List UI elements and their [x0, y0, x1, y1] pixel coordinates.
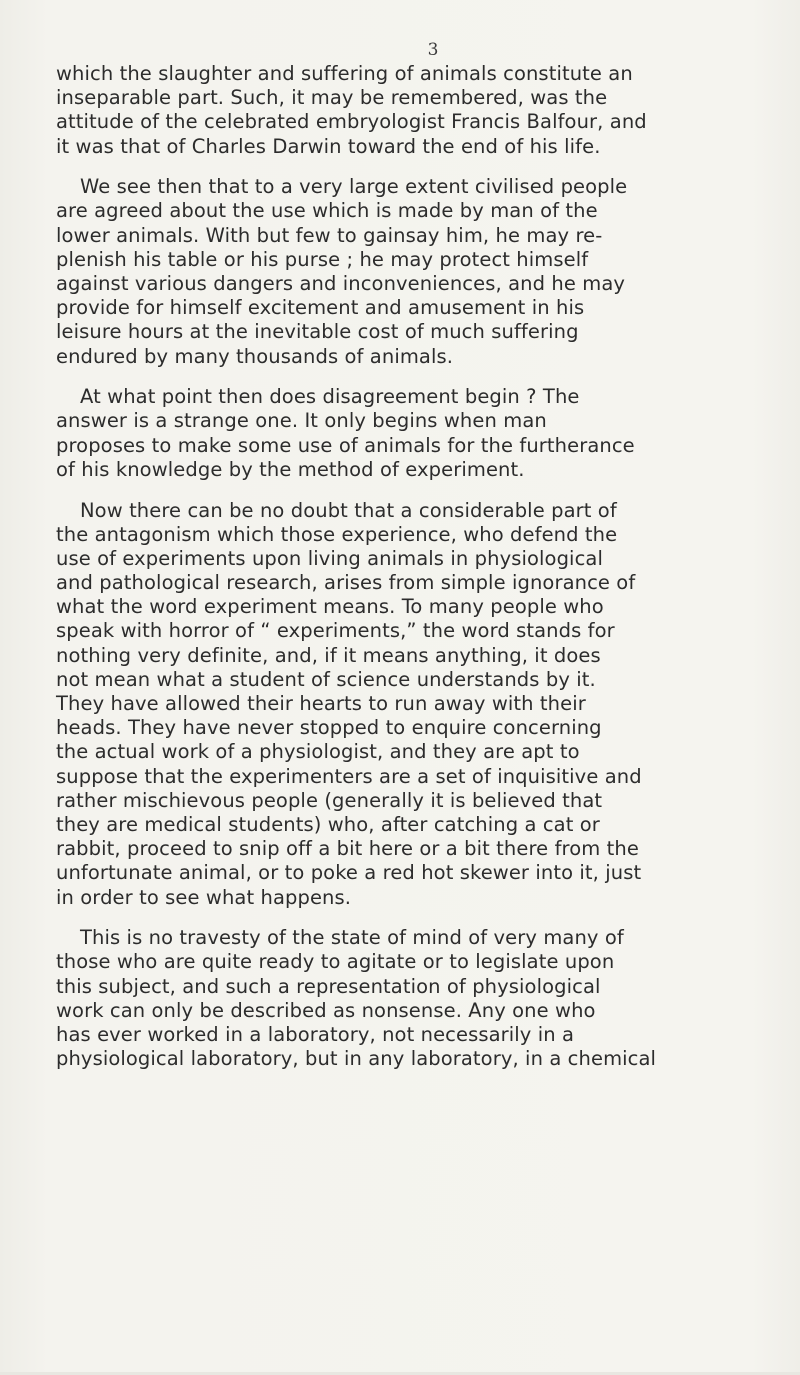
text-line: of his knowledge by the method of experiment. [56, 457, 525, 481]
text-line: are agreed about the use which is made by man of the [56, 199, 598, 223]
paragraph [56, 175, 756, 369]
text-line: not mean what a student of science understands by it. [56, 667, 596, 691]
text-line: work can only be described as nonsense. Any one who [56, 998, 596, 1022]
text-line: and pathological research, arises from simple ignorance of [56, 571, 636, 595]
text-line: which the slaughter and suffering of animals constitute an [56, 62, 633, 85]
paragraph [56, 62, 756, 159]
text-line: At what point then does disagreement begin ? The [80, 385, 580, 409]
text-line: this subject, and such a representation of physiological [56, 974, 601, 998]
text-line: lower animals. With but few to gainsay him, he may re- [56, 223, 603, 247]
text-line: those who are quite ready to agitate or to legislate upon [56, 950, 615, 974]
text-line: provide for himself excitement and amusement in his [56, 296, 585, 320]
body-text [56, 62, 756, 1071]
paragraph [56, 926, 756, 1071]
text-line: They have allowed their hearts to run away with their [56, 692, 586, 715]
text-line: leisure hours at the inevitable cost of much suffering [56, 320, 579, 344]
text-line: they are medical students) who, after catching a cat or [56, 812, 600, 836]
page-number: 3 [427, 40, 439, 60]
text-line: speak with horror of “ experiments,” the word stands for [56, 619, 615, 643]
text-line: answer is a strange one. It only begins when man [56, 409, 547, 433]
text-line: against various dangers and inconveniences, and he may [56, 272, 626, 295]
text-line: proposes to make some use of animals for the furtherance [56, 433, 635, 457]
text-line: it was that of Charles Darwin toward the end of his life. [56, 134, 601, 158]
text-line: in order to see what happens. [56, 885, 352, 909]
paragraph [56, 385, 756, 482]
text-line: rabbit, proceed to snip off a bit here or a bit there from the [56, 837, 639, 861]
text-line: nothing very definite, and, if it means anything, it does [56, 643, 601, 667]
text-line: the antagonism which those experience, who defend the [56, 522, 618, 546]
text-line: attitude of the celebrated embryologist Francis Balfour, and [56, 110, 647, 134]
text-line: the actual work of a physiologist, and they are apt to [56, 740, 580, 764]
text-line: Now there can be no doubt that a considerable part of [80, 498, 617, 522]
text-line: physiological laboratory, but in any laboratory, in a chemical [56, 1047, 657, 1071]
text-line: has ever worked in a laboratory, not necessarily in a [56, 1022, 575, 1046]
text-line: rather mischievous people (generally it is believed that [56, 788, 603, 812]
text-line: heads. They have never stopped to enquire concerning [56, 716, 602, 740]
text-line: what the word experiment means. To many people who [56, 595, 604, 619]
text-line: use of experiments upon living animals in physiological [56, 546, 603, 570]
text-line: We see then that to a very large extent civilised people [80, 175, 628, 199]
text-line: suppose that the experimenters are a set of inquisitive and [56, 764, 642, 788]
text-line: endured by many thousands of animals. [56, 344, 454, 368]
paragraph [56, 499, 756, 910]
text-line: unfortunate animal, or to poke a red hot skewer into it, just [56, 861, 642, 885]
text-line: plenish his table or his purse ; he may protect himself [56, 247, 589, 271]
text-line: inseparable part. Such, it may be remembered, was the [56, 86, 608, 110]
text-line: This is no travesty of the state of mind of very many of [80, 926, 624, 950]
